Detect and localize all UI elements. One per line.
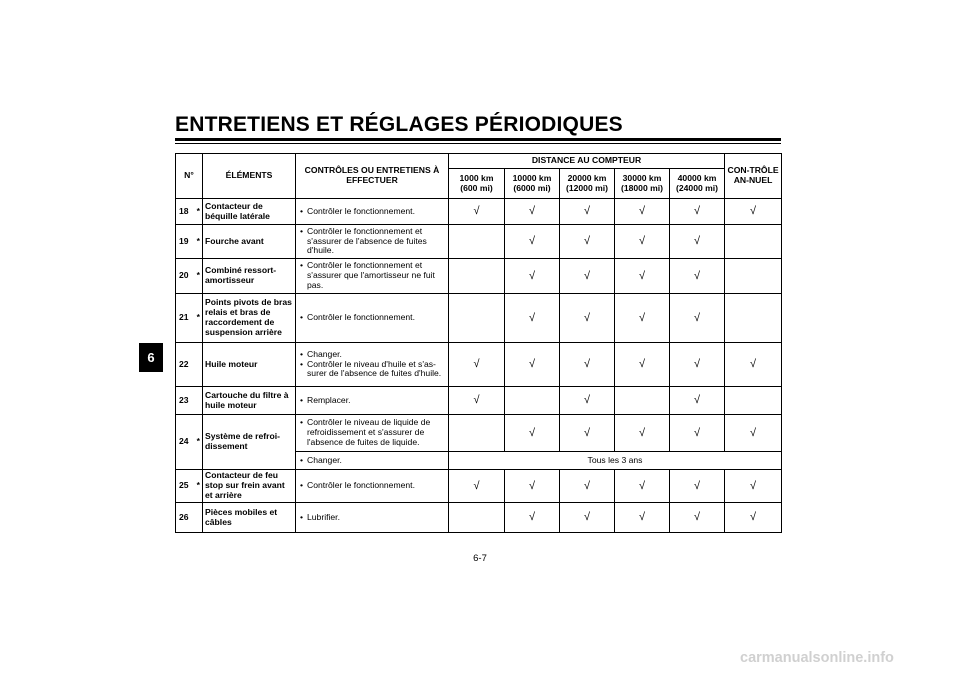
row-element: Fourche avant <box>203 225 296 259</box>
check-mark: √ <box>560 415 615 452</box>
check-mark: √ <box>505 503 560 533</box>
row-asterisk: * <box>195 225 203 259</box>
row-asterisk <box>195 387 203 415</box>
check-mark: √ <box>560 387 615 415</box>
empty-cell <box>449 503 505 533</box>
empty-cell <box>449 415 505 452</box>
row-element: Combiné ressort-amortisseur <box>203 259 296 294</box>
check-mark: √ <box>505 259 560 294</box>
check-mark: √ <box>505 415 560 452</box>
check-mark: √ <box>725 343 782 387</box>
action-item: • Contrôler le fonctionnement. <box>298 481 446 491</box>
table-row <box>176 503 782 533</box>
distance-km: 20000 km <box>567 172 607 183</box>
interval-note: Tous les 3 ans <box>449 452 782 470</box>
action-list <box>298 418 446 448</box>
check-mark: √ <box>670 503 725 533</box>
action-list <box>298 513 446 523</box>
check-mark: √ <box>560 503 615 533</box>
check-mark: √ <box>670 387 725 415</box>
row-asterisk: * <box>195 259 203 294</box>
check-mark: √ <box>449 199 505 225</box>
row-number: 19 <box>176 225 195 259</box>
table-row <box>176 415 782 452</box>
row-element: Pièces mobiles et câbles <box>203 503 296 533</box>
check-mark: √ <box>560 470 615 503</box>
empty-cell <box>725 225 782 259</box>
action-item: • Contrôler le fonctionnement. <box>298 207 446 217</box>
action-list <box>298 313 446 323</box>
check-mark: √ <box>505 225 560 259</box>
table-row <box>176 294 782 343</box>
row-actions <box>296 294 449 343</box>
row-number: 22 <box>176 343 195 387</box>
row-actions <box>296 452 449 470</box>
action-list <box>298 456 446 466</box>
row-actions <box>296 387 449 415</box>
page-title: ENTRETIENS ET RÉGLAGES PÉRIODIQUES <box>175 113 623 136</box>
action-list <box>298 481 446 491</box>
table-row <box>176 225 782 259</box>
check-mark: √ <box>560 259 615 294</box>
row-number: 20 <box>176 259 195 294</box>
action-item: • Contrôler le fonctionnement et s'assurer que l'amortisseur ne fuit pas. <box>298 261 446 291</box>
action-list <box>298 396 446 406</box>
table-row <box>176 199 782 225</box>
check-mark: √ <box>615 225 670 259</box>
row-number: 26 <box>176 503 195 533</box>
header-distance-2 <box>560 169 615 199</box>
action-list <box>298 227 446 257</box>
row-actions <box>296 503 449 533</box>
header-distance-0 <box>449 169 505 199</box>
row-asterisk <box>195 343 203 387</box>
distance-km: 1000 km <box>459 172 494 183</box>
row-asterisk: * <box>195 415 203 470</box>
row-actions <box>296 343 449 387</box>
row-asterisk <box>195 503 203 533</box>
title-rule-thick <box>175 138 781 141</box>
check-mark: √ <box>615 415 670 452</box>
check-mark: √ <box>560 199 615 225</box>
header-distance-3 <box>615 169 670 199</box>
table-row <box>176 387 782 415</box>
check-mark: √ <box>670 415 725 452</box>
empty-cell <box>449 225 505 259</box>
page-number: 6-7 <box>473 553 487 564</box>
table-row <box>176 470 782 503</box>
row-element: Points pivots de bras relais et bras de raccordement de suspension arrière <box>203 294 296 343</box>
check-mark: √ <box>449 387 505 415</box>
row-asterisk: * <box>195 199 203 225</box>
row-asterisk: * <box>195 294 203 343</box>
check-mark: √ <box>615 470 670 503</box>
header-elements: ÉLÉMENTS <box>203 154 296 199</box>
action-item: • Contrôler le fonctionnement et s'assurer de l'absence de fuites d'huile. <box>298 227 446 257</box>
action-item: • Changer. <box>298 456 446 466</box>
action-list <box>298 207 446 217</box>
row-number: 18 <box>176 199 195 225</box>
row-element: Système de refroi-dissement <box>203 415 296 470</box>
row-actions <box>296 225 449 259</box>
action-item: • Remplacer. <box>298 396 446 406</box>
row-number: 21 <box>176 294 195 343</box>
check-mark: √ <box>670 199 725 225</box>
check-mark: √ <box>725 415 782 452</box>
check-mark: √ <box>615 503 670 533</box>
action-list <box>298 350 446 380</box>
distance-km: 30000 km <box>622 172 662 183</box>
row-element: Huile moteur <box>203 343 296 387</box>
check-mark: √ <box>505 470 560 503</box>
action-item: • Lubrifier. <box>298 513 446 523</box>
row-element: Contacteur de feu stop sur frein avant et arrière <box>203 470 296 503</box>
empty-cell <box>615 387 670 415</box>
check-mark: √ <box>725 470 782 503</box>
row-element: Cartouche du filtre à huile moteur <box>203 387 296 415</box>
check-mark: √ <box>615 343 670 387</box>
header-actions: CONTRÔLES OU ENTRETIENS À EFFECTUER <box>296 154 449 199</box>
check-mark: √ <box>449 343 505 387</box>
distance-mi: (12000 mi) <box>565 182 609 193</box>
row-asterisk: * <box>195 470 203 503</box>
check-mark: √ <box>670 225 725 259</box>
table-row <box>176 259 782 294</box>
check-mark: √ <box>670 294 725 343</box>
distance-mi: (24000 mi) <box>676 182 719 193</box>
action-item: • Contrôler le niveau d'huile et s'as-surer de l'absence de fuites d'huile. <box>298 360 446 380</box>
empty-cell <box>449 294 505 343</box>
check-mark: √ <box>505 294 560 343</box>
header-distance-1 <box>505 169 560 199</box>
row-actions <box>296 199 449 225</box>
title-rule-thin <box>175 143 781 144</box>
watermark: carmanualsonline.info <box>740 650 894 666</box>
check-mark: √ <box>505 343 560 387</box>
empty-cell <box>725 259 782 294</box>
header-annual: CON-TRÔLE AN-NUEL <box>725 154 782 199</box>
distance-km: 40000 km <box>677 172 717 183</box>
row-number: 24 <box>176 415 195 470</box>
check-mark: √ <box>560 294 615 343</box>
check-mark: √ <box>725 199 782 225</box>
check-mark: √ <box>560 343 615 387</box>
check-mark: √ <box>670 343 725 387</box>
check-mark: √ <box>505 199 560 225</box>
action-item: • Changer. <box>298 350 446 360</box>
row-actions <box>296 415 449 452</box>
table-row <box>176 343 782 387</box>
header-distance-4 <box>670 169 725 199</box>
action-item: • Contrôler le niveau de liquide de refroidissement et s'assurer de l'absence de fuites de liquide. <box>298 418 446 448</box>
action-list <box>298 261 446 291</box>
row-actions <box>296 259 449 294</box>
empty-cell <box>505 387 560 415</box>
header-distance: DISTANCE AU COMPTEUR <box>449 154 725 169</box>
check-mark: √ <box>670 470 725 503</box>
check-mark: √ <box>615 199 670 225</box>
check-mark: √ <box>615 259 670 294</box>
distance-km: 10000 km <box>512 172 552 183</box>
check-mark: √ <box>615 294 670 343</box>
header-no: N° <box>176 154 203 199</box>
row-number: 23 <box>176 387 195 415</box>
distance-mi: (600 mi) <box>460 182 493 193</box>
row-number: 25 <box>176 470 195 503</box>
row-element: Contacteur de béquille latérale <box>203 199 296 225</box>
row-actions <box>296 470 449 503</box>
check-mark: √ <box>670 259 725 294</box>
check-mark: √ <box>725 503 782 533</box>
action-item: • Contrôler le fonctionnement. <box>298 313 446 323</box>
maintenance-table <box>175 153 782 533</box>
empty-cell <box>725 387 782 415</box>
chapter-tab: 6 <box>139 343 163 372</box>
empty-cell <box>725 294 782 343</box>
distance-mi: (18000 mi) <box>620 182 664 193</box>
check-mark: √ <box>560 225 615 259</box>
check-mark: √ <box>449 470 505 503</box>
empty-cell <box>449 259 505 294</box>
distance-mi: (6000 mi) <box>513 182 551 193</box>
